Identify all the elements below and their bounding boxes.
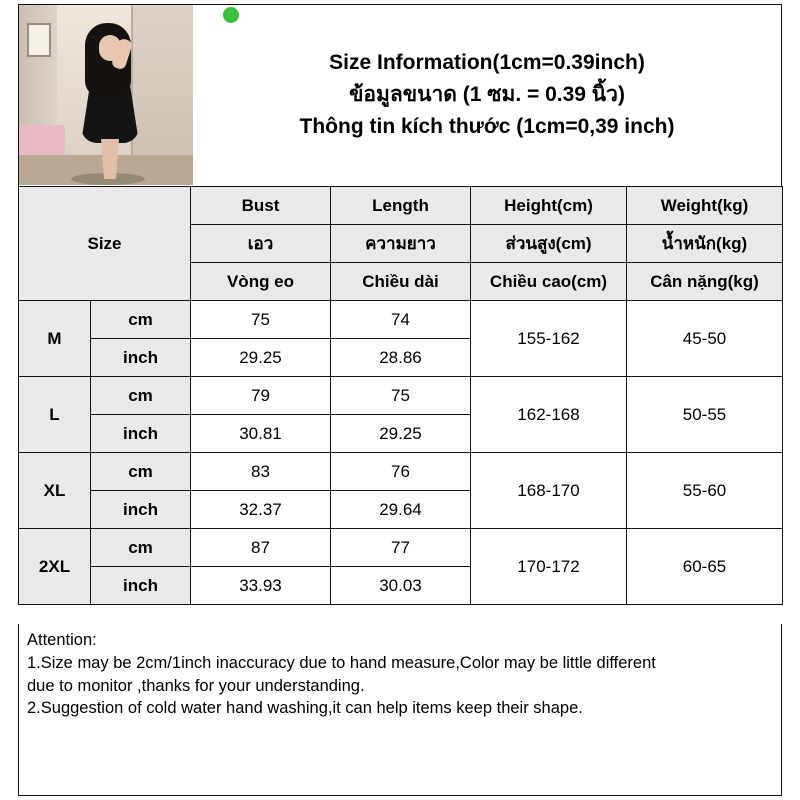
unit-inch: inch — [91, 339, 191, 377]
header-title-block — [193, 5, 781, 185]
xxl-height: 170-172 — [471, 529, 627, 605]
header-height-vi: Chiều cao(cm) — [471, 263, 627, 301]
unit-inch: inch — [91, 567, 191, 605]
unit-inch: inch — [91, 415, 191, 453]
unit-cm: cm — [91, 529, 191, 567]
header-bust-en: Bust — [191, 187, 331, 225]
l-length-cm: 75 — [331, 377, 471, 415]
table-row — [19, 453, 783, 491]
xl-bust-cm: 83 — [191, 453, 331, 491]
xxl-length-inch: 30.03 — [331, 567, 471, 605]
xxl-bust-cm: 87 — [191, 529, 331, 567]
header-length-th: ความยาว — [331, 225, 471, 263]
xxl-weight: 60-65 — [627, 529, 783, 605]
xxl-bust-inch: 33.93 — [191, 567, 331, 605]
attention-title: Attention: — [27, 631, 97, 649]
header-bust-vi: Vòng eo — [191, 263, 331, 301]
m-weight: 45-50 — [627, 301, 783, 377]
size-header-cell: Size — [19, 187, 191, 301]
header-weight-vi: Cân nặng(kg) — [627, 263, 783, 301]
attention-line-3: 2.Suggestion of cold water hand washing,it can help items keep their shape. — [27, 699, 583, 718]
row-size-2xl: 2XL — [19, 529, 91, 605]
l-height: 162-168 — [471, 377, 627, 453]
row-size-xl: XL — [19, 453, 91, 529]
unit-inch: inch — [91, 491, 191, 529]
m-bust-cm: 75 — [191, 301, 331, 339]
table-header-row-en — [19, 187, 783, 225]
unit-cm: cm — [91, 301, 191, 339]
table-row — [19, 377, 783, 415]
attention-panel — [18, 624, 782, 796]
xl-length-inch: 29.64 — [331, 491, 471, 529]
unit-cm: cm — [91, 453, 191, 491]
header-height-th: ส่วนสูง(cm) — [471, 225, 627, 263]
header-bust-th: เอว — [191, 225, 331, 263]
xl-weight: 55-60 — [627, 453, 783, 529]
xl-length-cm: 76 — [331, 453, 471, 491]
header-length-en: Length — [331, 187, 471, 225]
m-bust-inch: 29.25 — [191, 339, 331, 377]
xl-bust-inch: 32.37 — [191, 491, 331, 529]
header-length-vi: Chiều dài — [331, 263, 471, 301]
photo-wall-frame — [27, 23, 51, 57]
size-table — [18, 186, 783, 605]
title-line-en: Size Information(1cm=0.39inch) — [329, 50, 645, 74]
header-weight-th: น้ำหนัก(kg) — [627, 225, 783, 263]
header-panel — [18, 4, 782, 186]
title-line-th: ข้อมูลขนาด (1 ซม. = 0.39 นิ้ว) — [349, 82, 625, 106]
xl-height: 168-170 — [471, 453, 627, 529]
l-weight: 50-55 — [627, 377, 783, 453]
attention-line-2: due to monitor ,thanks for your understanding. — [27, 676, 365, 695]
row-size-l: L — [19, 377, 91, 453]
header-height-en: Height(cm) — [471, 187, 627, 225]
l-bust-cm: 79 — [191, 377, 331, 415]
table-row — [19, 301, 783, 339]
m-height: 155-162 — [471, 301, 627, 377]
title-line-vi: Thông tin kích thước (1cm=0,39 inch) — [299, 115, 675, 139]
m-length-inch: 28.86 — [331, 339, 471, 377]
row-size-m: M — [19, 301, 91, 377]
model-photo — [19, 5, 193, 185]
l-length-inch: 29.25 — [331, 415, 471, 453]
unit-cm: cm — [91, 377, 191, 415]
attention-line-1: 1.Size may be 2cm/1inch inaccuracy due to hand measure,Color may be little different — [27, 653, 656, 672]
l-bust-inch: 30.81 — [191, 415, 331, 453]
xxl-length-cm: 77 — [331, 529, 471, 567]
header-weight-en: Weight(kg) — [627, 187, 783, 225]
table-row — [19, 529, 783, 567]
m-length-cm: 74 — [331, 301, 471, 339]
